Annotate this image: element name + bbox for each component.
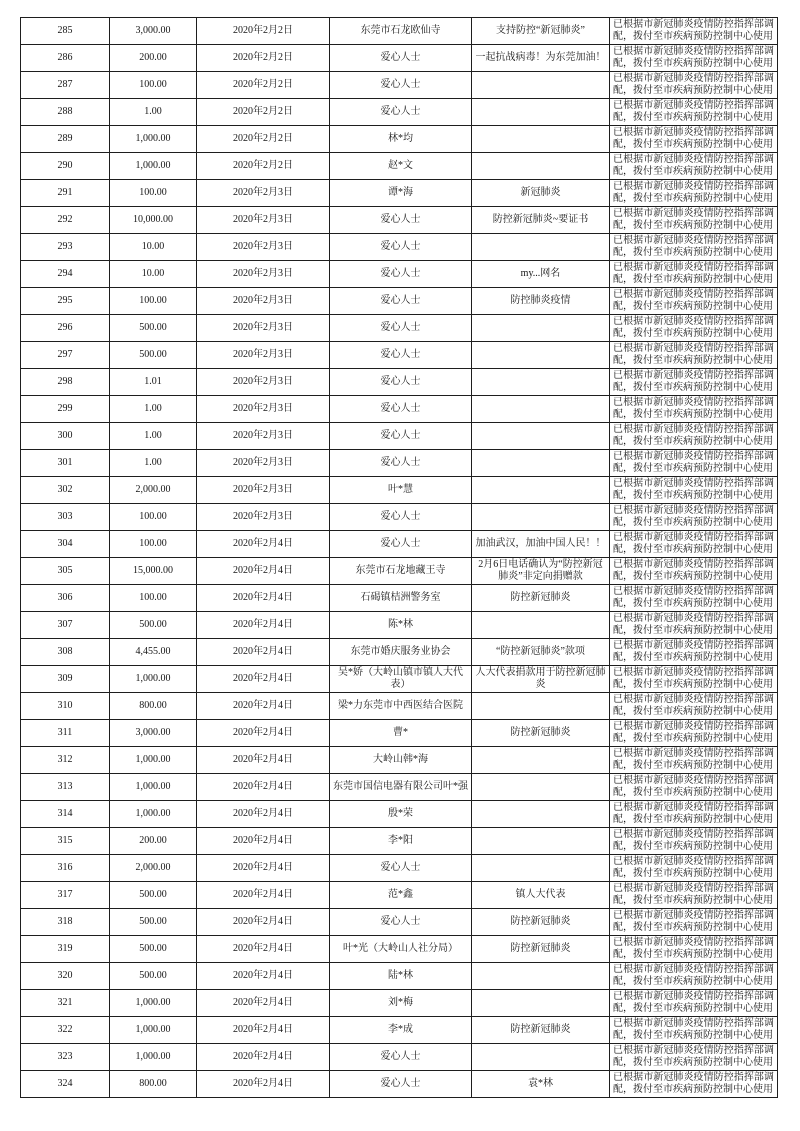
cell-date: 2020年2月3日: [197, 423, 330, 450]
table-row: [21, 990, 778, 1017]
cell-usage: 已根据市新冠肺炎疫情防控指挥部调配，拨付至市疾病预防控制中心使用: [610, 342, 778, 369]
cell-usage: 已根据市新冠肺炎疫情防控指挥部调配，拨付至市疾病预防控制中心使用: [610, 855, 778, 882]
table-row: [21, 504, 778, 531]
table-row: [21, 1071, 778, 1098]
cell-amount: 1.01: [110, 369, 197, 396]
cell-amount: 500.00: [110, 909, 197, 936]
cell-donor: 东莞市石龙欧仙寺: [330, 18, 472, 45]
cell-date: 2020年2月4日: [197, 1044, 330, 1071]
cell-usage: 已根据市新冠肺炎疫情防控指挥部调配，拨付至市疾病预防控制中心使用: [610, 612, 778, 639]
cell-date: 2020年2月4日: [197, 531, 330, 558]
cell-usage: 已根据市新冠肺炎疫情防控指挥部调配，拨付至市疾病预防控制中心使用: [610, 882, 778, 909]
table-row: [21, 963, 778, 990]
cell-usage: 已根据市新冠肺炎疫情防控指挥部调配，拨付至市疾病预防控制中心使用: [610, 585, 778, 612]
cell-donor: 吴*娇（大岭山镇市镇人大代表）: [330, 666, 472, 693]
cell-number: 297: [21, 342, 110, 369]
cell-donor: 东莞市婚庆服务业协会: [330, 639, 472, 666]
cell-number: 303: [21, 504, 110, 531]
cell-date: 2020年2月3日: [197, 504, 330, 531]
cell-amount: 1,000.00: [110, 126, 197, 153]
table-row: [21, 45, 778, 72]
cell-usage: 已根据市新冠肺炎疫情防控指挥部调配，拨付至市疾病预防控制中心使用: [610, 72, 778, 99]
cell-amount: 800.00: [110, 693, 197, 720]
cell-number: 308: [21, 639, 110, 666]
cell-date: 2020年2月4日: [197, 990, 330, 1017]
cell-donor: 石碣镇桔洲警务室: [330, 585, 472, 612]
cell-number: 294: [21, 261, 110, 288]
cell-note: [472, 234, 610, 261]
cell-donor: 爱心人士: [330, 342, 472, 369]
table-row: [21, 180, 778, 207]
cell-donor: 东莞市国信电器有限公司叶*强: [330, 774, 472, 801]
cell-usage: 已根据市新冠肺炎疫情防控指挥部调配，拨付至市疾病预防控制中心使用: [610, 639, 778, 666]
cell-amount: 1,000.00: [110, 1017, 197, 1044]
cell-number: 317: [21, 882, 110, 909]
cell-note: 防控新冠肺炎: [472, 1017, 610, 1044]
cell-amount: 100.00: [110, 531, 197, 558]
cell-donor: 爱心人士: [330, 261, 472, 288]
cell-date: 2020年2月3日: [197, 207, 330, 234]
table-row: [21, 126, 778, 153]
cell-date: 2020年2月4日: [197, 1017, 330, 1044]
table-row: [21, 909, 778, 936]
cell-amount: 100.00: [110, 288, 197, 315]
cell-usage: 已根据市新冠肺炎疫情防控指挥部调配，拨付至市疾病预防控制中心使用: [610, 558, 778, 585]
cell-usage: 已根据市新冠肺炎疫情防控指挥部调配，拨付至市疾病预防控制中心使用: [610, 396, 778, 423]
cell-usage: 已根据市新冠肺炎疫情防控指挥部调配，拨付至市疾病预防控制中心使用: [610, 531, 778, 558]
cell-amount: 10,000.00: [110, 207, 197, 234]
table-row: [21, 342, 778, 369]
cell-number: 312: [21, 747, 110, 774]
cell-number: 306: [21, 585, 110, 612]
cell-usage: 已根据市新冠肺炎疫情防控指挥部调配，拨付至市疾病预防控制中心使用: [610, 153, 778, 180]
table-row: [21, 774, 778, 801]
table-row: [21, 207, 778, 234]
cell-donor: 爱心人士: [330, 423, 472, 450]
table-row: [21, 1017, 778, 1044]
cell-usage: 已根据市新冠肺炎疫情防控指挥部调配，拨付至市疾病预防控制中心使用: [610, 1044, 778, 1071]
cell-amount: 100.00: [110, 504, 197, 531]
table-row: [21, 639, 778, 666]
cell-note: 防控新冠肺炎: [472, 585, 610, 612]
cell-note: 防控新冠肺炎: [472, 936, 610, 963]
cell-amount: 500.00: [110, 963, 197, 990]
cell-note: [472, 315, 610, 342]
cell-amount: 2,000.00: [110, 477, 197, 504]
cell-usage: 已根据市新冠肺炎疫情防控指挥部调配，拨付至市疾病预防控制中心使用: [610, 450, 778, 477]
cell-note: 2月6日电话确认为“防控新冠肺炎”非定向捐赠款: [472, 558, 610, 585]
cell-usage: 已根据市新冠肺炎疫情防控指挥部调配，拨付至市疾病预防控制中心使用: [610, 990, 778, 1017]
cell-amount: 1.00: [110, 396, 197, 423]
cell-donor: 刘*梅: [330, 990, 472, 1017]
cell-number: 321: [21, 990, 110, 1017]
cell-donor: 李*成: [330, 1017, 472, 1044]
cell-date: 2020年2月4日: [197, 693, 330, 720]
cell-amount: 1.00: [110, 423, 197, 450]
cell-date: 2020年2月3日: [197, 342, 330, 369]
cell-donor: 叶*光（大岭山人社分局）: [330, 936, 472, 963]
cell-amount: 500.00: [110, 342, 197, 369]
cell-date: 2020年2月4日: [197, 558, 330, 585]
cell-donor: 爱心人士: [330, 99, 472, 126]
cell-usage: 已根据市新冠肺炎疫情防控指挥部调配，拨付至市疾病预防控制中心使用: [610, 666, 778, 693]
cell-note: [472, 72, 610, 99]
cell-amount: 1.00: [110, 450, 197, 477]
cell-number: 307: [21, 612, 110, 639]
cell-note: [472, 450, 610, 477]
cell-number: 322: [21, 1017, 110, 1044]
cell-number: 299: [21, 396, 110, 423]
cell-date: 2020年2月3日: [197, 477, 330, 504]
cell-number: 288: [21, 99, 110, 126]
cell-usage: 已根据市新冠肺炎疫情防控指挥部调配，拨付至市疾病预防控制中心使用: [610, 504, 778, 531]
cell-date: 2020年2月4日: [197, 666, 330, 693]
cell-donor: 爱心人士: [330, 207, 472, 234]
cell-amount: 1,000.00: [110, 990, 197, 1017]
cell-usage: 已根据市新冠肺炎疫情防控指挥部调配，拨付至市疾病预防控制中心使用: [610, 99, 778, 126]
cell-note: [472, 990, 610, 1017]
cell-number: 315: [21, 828, 110, 855]
cell-usage: 已根据市新冠肺炎疫情防控指挥部调配，拨付至市疾病预防控制中心使用: [610, 261, 778, 288]
table-row: [21, 1044, 778, 1071]
cell-usage: 已根据市新冠肺炎疫情防控指挥部调配，拨付至市疾病预防控制中心使用: [610, 369, 778, 396]
cell-date: 2020年2月4日: [197, 1071, 330, 1098]
cell-amount: 1,000.00: [110, 801, 197, 828]
table-row: [21, 720, 778, 747]
cell-date: 2020年2月4日: [197, 720, 330, 747]
cell-note: [472, 747, 610, 774]
cell-usage: 已根据市新冠肺炎疫情防控指挥部调配，拨付至市疾病预防控制中心使用: [610, 423, 778, 450]
cell-date: 2020年2月4日: [197, 855, 330, 882]
cell-amount: 1,000.00: [110, 666, 197, 693]
table-row: [21, 666, 778, 693]
cell-usage: 已根据市新冠肺炎疫情防控指挥部调配，拨付至市疾病预防控制中心使用: [610, 909, 778, 936]
table-row: [21, 477, 778, 504]
cell-donor: 爱心人士: [330, 1071, 472, 1098]
cell-note: [472, 477, 610, 504]
cell-date: 2020年2月3日: [197, 180, 330, 207]
cell-note: [472, 612, 610, 639]
cell-date: 2020年2月3日: [197, 234, 330, 261]
table-row: [21, 369, 778, 396]
cell-number: 301: [21, 450, 110, 477]
cell-date: 2020年2月2日: [197, 45, 330, 72]
table-row: [21, 585, 778, 612]
cell-usage: 已根据市新冠肺炎疫情防控指挥部调配，拨付至市疾病预防控制中心使用: [610, 693, 778, 720]
cell-usage: 已根据市新冠肺炎疫情防控指挥部调配，拨付至市疾病预防控制中心使用: [610, 1017, 778, 1044]
cell-usage: 已根据市新冠肺炎疫情防控指挥部调配，拨付至市疾病预防控制中心使用: [610, 180, 778, 207]
cell-number: 313: [21, 774, 110, 801]
table-row: [21, 936, 778, 963]
cell-number: 289: [21, 126, 110, 153]
cell-note: [472, 396, 610, 423]
cell-amount: 3,000.00: [110, 18, 197, 45]
cell-usage: 已根据市新冠肺炎疫情防控指挥部调配，拨付至市疾病预防控制中心使用: [610, 45, 778, 72]
cell-number: 309: [21, 666, 110, 693]
cell-number: 300: [21, 423, 110, 450]
cell-number: 296: [21, 315, 110, 342]
table-row: [21, 450, 778, 477]
cell-donor: 东莞市石龙地藏王寺: [330, 558, 472, 585]
cell-note: 镇人大代表: [472, 882, 610, 909]
cell-note: 防控新冠肺炎~要证书: [472, 207, 610, 234]
cell-note: 新冠肺炎: [472, 180, 610, 207]
cell-donor: 爱心人士: [330, 531, 472, 558]
cell-donor: 爱心人士: [330, 72, 472, 99]
cell-donor: 陆*林: [330, 963, 472, 990]
cell-date: 2020年2月4日: [197, 585, 330, 612]
cell-number: 290: [21, 153, 110, 180]
cell-donor: 陈*林: [330, 612, 472, 639]
cell-donor: 爱心人士: [330, 288, 472, 315]
cell-donor: 林*均: [330, 126, 472, 153]
cell-number: 305: [21, 558, 110, 585]
cell-number: 323: [21, 1044, 110, 1071]
cell-date: 2020年2月4日: [197, 747, 330, 774]
cell-number: 304: [21, 531, 110, 558]
cell-donor: 谭*海: [330, 180, 472, 207]
cell-usage: 已根据市新冠肺炎疫情防控指挥部调配，拨付至市疾病预防控制中心使用: [610, 774, 778, 801]
cell-usage: 已根据市新冠肺炎疫情防控指挥部调配，拨付至市疾病预防控制中心使用: [610, 1071, 778, 1098]
cell-date: 2020年2月3日: [197, 396, 330, 423]
cell-note: [472, 342, 610, 369]
cell-note: [472, 801, 610, 828]
table-row: [21, 747, 778, 774]
cell-number: 292: [21, 207, 110, 234]
cell-date: 2020年2月4日: [197, 828, 330, 855]
cell-note: 加油武汉，加油中国人民！！: [472, 531, 610, 558]
table-row: [21, 801, 778, 828]
table-row: [21, 288, 778, 315]
cell-note: “防控新冠肺炎”款项: [472, 639, 610, 666]
cell-note: [472, 504, 610, 531]
cell-donor: 殷*荣: [330, 801, 472, 828]
cell-note: 一起抗战病毒！为东莞加油！: [472, 45, 610, 72]
cell-note: [472, 153, 610, 180]
cell-donor: 范*鑫: [330, 882, 472, 909]
cell-date: 2020年2月4日: [197, 639, 330, 666]
cell-date: 2020年2月4日: [197, 909, 330, 936]
cell-note: [472, 693, 610, 720]
cell-amount: 3,000.00: [110, 720, 197, 747]
cell-amount: 200.00: [110, 45, 197, 72]
table-row: [21, 828, 778, 855]
cell-donor: 爱心人士: [330, 450, 472, 477]
cell-note: [472, 99, 610, 126]
cell-note: [472, 963, 610, 990]
cell-number: 311: [21, 720, 110, 747]
table-row: [21, 693, 778, 720]
cell-number: 320: [21, 963, 110, 990]
cell-donor: 大岭山韩*海: [330, 747, 472, 774]
cell-note: [472, 126, 610, 153]
cell-amount: 10.00: [110, 261, 197, 288]
cell-donor: 曹*: [330, 720, 472, 747]
cell-number: 287: [21, 72, 110, 99]
cell-number: 314: [21, 801, 110, 828]
cell-number: 293: [21, 234, 110, 261]
cell-note: [472, 1044, 610, 1071]
cell-number: 285: [21, 18, 110, 45]
cell-date: 2020年2月4日: [197, 936, 330, 963]
cell-number: 318: [21, 909, 110, 936]
cell-number: 310: [21, 693, 110, 720]
cell-amount: 1,000.00: [110, 774, 197, 801]
cell-amount: 500.00: [110, 882, 197, 909]
table-row: [21, 396, 778, 423]
cell-number: 324: [21, 1071, 110, 1098]
table-row: [21, 153, 778, 180]
cell-usage: 已根据市新冠肺炎疫情防控指挥部调配，拨付至市疾病预防控制中心使用: [610, 234, 778, 261]
table-row: [21, 612, 778, 639]
cell-note: my...网名: [472, 261, 610, 288]
cell-amount: 4,455.00: [110, 639, 197, 666]
cell-date: 2020年2月4日: [197, 801, 330, 828]
table-row: [21, 423, 778, 450]
cell-note: 防控肺炎疫情: [472, 288, 610, 315]
table-row: [21, 855, 778, 882]
cell-note: [472, 369, 610, 396]
cell-usage: 已根据市新冠肺炎疫情防控指挥部调配，拨付至市疾病预防控制中心使用: [610, 936, 778, 963]
cell-date: 2020年2月3日: [197, 288, 330, 315]
cell-donor: 李*阳: [330, 828, 472, 855]
cell-donor: 爱心人士: [330, 909, 472, 936]
cell-note: [472, 855, 610, 882]
cell-number: 319: [21, 936, 110, 963]
cell-amount: 10.00: [110, 234, 197, 261]
cell-amount: 100.00: [110, 180, 197, 207]
cell-amount: 500.00: [110, 936, 197, 963]
cell-donor: 爱心人士: [330, 45, 472, 72]
table-row: [21, 531, 778, 558]
cell-usage: 已根据市新冠肺炎疫情防控指挥部调配，拨付至市疾病预防控制中心使用: [610, 801, 778, 828]
cell-amount: 1,000.00: [110, 747, 197, 774]
cell-donor: 爱心人士: [330, 396, 472, 423]
cell-number: 286: [21, 45, 110, 72]
table-row: [21, 882, 778, 909]
cell-date: 2020年2月2日: [197, 18, 330, 45]
table-row: [21, 234, 778, 261]
cell-usage: 已根据市新冠肺炎疫情防控指挥部调配，拨付至市疾病预防控制中心使用: [610, 720, 778, 747]
cell-note: 人大代表捐款用于防控新冠肺炎: [472, 666, 610, 693]
cell-donor: 叶*慧: [330, 477, 472, 504]
cell-number: 291: [21, 180, 110, 207]
cell-donor: 爱心人士: [330, 855, 472, 882]
table-row: [21, 261, 778, 288]
cell-note: 支持防控“新冠肺炎”: [472, 18, 610, 45]
cell-usage: 已根据市新冠肺炎疫情防控指挥部调配，拨付至市疾病预防控制中心使用: [610, 963, 778, 990]
cell-amount: 100.00: [110, 72, 197, 99]
table-row: [21, 99, 778, 126]
cell-amount: 2,000.00: [110, 855, 197, 882]
cell-note: [472, 774, 610, 801]
cell-amount: 500.00: [110, 315, 197, 342]
cell-note: 防控新冠肺炎: [472, 720, 610, 747]
cell-amount: 1.00: [110, 99, 197, 126]
cell-amount: 500.00: [110, 612, 197, 639]
cell-date: 2020年2月2日: [197, 72, 330, 99]
cell-amount: 1,000.00: [110, 1044, 197, 1071]
cell-date: 2020年2月3日: [197, 315, 330, 342]
cell-amount: 800.00: [110, 1071, 197, 1098]
cell-date: 2020年2月3日: [197, 450, 330, 477]
cell-donor: 梁*力东莞市中西医结合医院: [330, 693, 472, 720]
table-row: [21, 558, 778, 585]
cell-donor: 爱心人士: [330, 234, 472, 261]
cell-number: 316: [21, 855, 110, 882]
cell-number: 295: [21, 288, 110, 315]
cell-number: 298: [21, 369, 110, 396]
cell-usage: 已根据市新冠肺炎疫情防控指挥部调配，拨付至市疾病预防控制中心使用: [610, 207, 778, 234]
cell-date: 2020年2月3日: [197, 261, 330, 288]
cell-note: [472, 828, 610, 855]
cell-note: 袁*林: [472, 1071, 610, 1098]
cell-amount: 15,000.00: [110, 558, 197, 585]
cell-date: 2020年2月4日: [197, 882, 330, 909]
cell-donor: 赵*文: [330, 153, 472, 180]
cell-usage: 已根据市新冠肺炎疫情防控指挥部调配，拨付至市疾病预防控制中心使用: [610, 18, 778, 45]
cell-amount: 100.00: [110, 585, 197, 612]
cell-donor: 爱心人士: [330, 504, 472, 531]
cell-usage: 已根据市新冠肺炎疫情防控指挥部调配，拨付至市疾病预防控制中心使用: [610, 126, 778, 153]
cell-date: 2020年2月4日: [197, 963, 330, 990]
cell-usage: 已根据市新冠肺炎疫情防控指挥部调配，拨付至市疾病预防控制中心使用: [610, 288, 778, 315]
cell-usage: 已根据市新冠肺炎疫情防控指挥部调配，拨付至市疾病预防控制中心使用: [610, 477, 778, 504]
cell-donor: 爱心人士: [330, 369, 472, 396]
cell-date: 2020年2月2日: [197, 99, 330, 126]
cell-date: 2020年2月2日: [197, 153, 330, 180]
cell-usage: 已根据市新冠肺炎疫情防控指挥部调配，拨付至市疾病预防控制中心使用: [610, 315, 778, 342]
table-row: [21, 315, 778, 342]
cell-usage: 已根据市新冠肺炎疫情防控指挥部调配，拨付至市疾病预防控制中心使用: [610, 828, 778, 855]
cell-date: 2020年2月2日: [197, 126, 330, 153]
cell-amount: 1,000.00: [110, 153, 197, 180]
cell-note: 防控新冠肺炎: [472, 909, 610, 936]
cell-amount: 200.00: [110, 828, 197, 855]
donation-table: [20, 17, 778, 1098]
cell-number: 302: [21, 477, 110, 504]
cell-usage: 已根据市新冠肺炎疫情防控指挥部调配，拨付至市疾病预防控制中心使用: [610, 747, 778, 774]
cell-donor: 爱心人士: [330, 1044, 472, 1071]
cell-date: 2020年2月4日: [197, 612, 330, 639]
cell-note: [472, 423, 610, 450]
cell-date: 2020年2月3日: [197, 369, 330, 396]
table-row: [21, 18, 778, 45]
cell-donor: 爱心人士: [330, 315, 472, 342]
cell-date: 2020年2月4日: [197, 774, 330, 801]
table-row: [21, 72, 778, 99]
